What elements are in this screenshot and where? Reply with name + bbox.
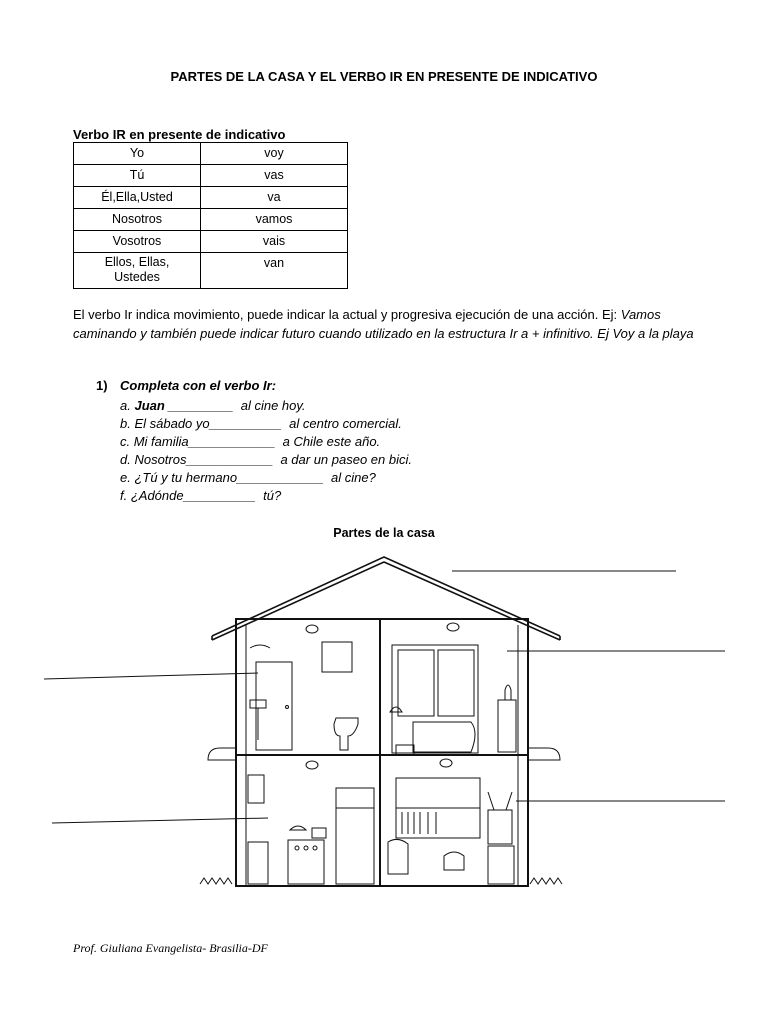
verb-cell: vas [201,165,348,187]
table-row [74,143,348,165]
paragraph-italic: Vamos caminando y también puede indicar futuro cuando utilizado en la estructura Ir a + infinitivo. Ej Voy a la playa [73,307,694,341]
verb-cell: vamos [201,209,348,231]
pronoun-cell: Vosotros [74,231,201,253]
item-prefix: a. [120,398,131,413]
bedroom [390,645,516,755]
verb-cell: van [201,253,348,289]
roof [212,557,560,640]
footer-credit: Prof. Giuliana Evangelista- Brasilia-DF [73,941,268,955]
item-rest: _________ al cine hoy. [164,398,306,413]
pronoun-cell: Nosotros [74,209,201,231]
pronoun-cell: Tú [74,165,201,187]
pronoun-cell: Él,Ella,Usted [74,187,201,209]
pronoun-line-1: Ellos, Ellas, [104,255,170,269]
kitchen [248,775,374,884]
living-room [388,778,514,884]
verb-cell: vais [201,231,348,253]
table-row [74,209,348,231]
house-illustration [0,540,768,900]
list-item [120,397,412,415]
item-name: Juan [134,398,165,413]
table-row [74,187,348,209]
table-row [74,231,348,253]
exercise-list [120,397,412,505]
table-title: Verbo IR en presente de indicativo [73,127,286,142]
list-item: c. Mi familia____________ a Chile este año. [120,434,381,449]
pronoun-cell [74,253,201,289]
explanation-paragraph [73,305,723,343]
table-row [74,165,348,187]
house-walls [236,619,528,886]
table-row [74,253,348,289]
pronoun-line-2: Ustedes [114,270,160,284]
exercise-number: 1) [96,378,108,393]
answer-lines [44,571,725,823]
page-title: PARTES DE LA CASA Y EL VERBO IR EN PRESENTE DE INDICATIVO [170,69,598,84]
verb-cell: va [201,187,348,209]
bathroom [250,642,358,750]
house-title: Partes de la casa [333,526,435,540]
list-item: d. Nosotros____________ a dar un paseo en bici. [120,452,412,467]
exercise-heading [96,378,276,393]
list-item: e. ¿Tú y tu hermano____________ al cine? [120,470,376,485]
paragraph-plain: El verbo Ir indica movimiento, puede indicar la actual y progresiva ejecución de una acción. Ej: [73,307,621,322]
list-item: f. ¿Adónde__________ tú? [120,488,282,503]
pronoun-cell: Yo [74,143,201,165]
verb-cell: voy [201,143,348,165]
list-item: b. El sábado yo__________ al centro comercial. [120,416,402,431]
conjugation-table [73,142,348,289]
exercise-label: Completa con el verbo Ir: [120,378,277,393]
